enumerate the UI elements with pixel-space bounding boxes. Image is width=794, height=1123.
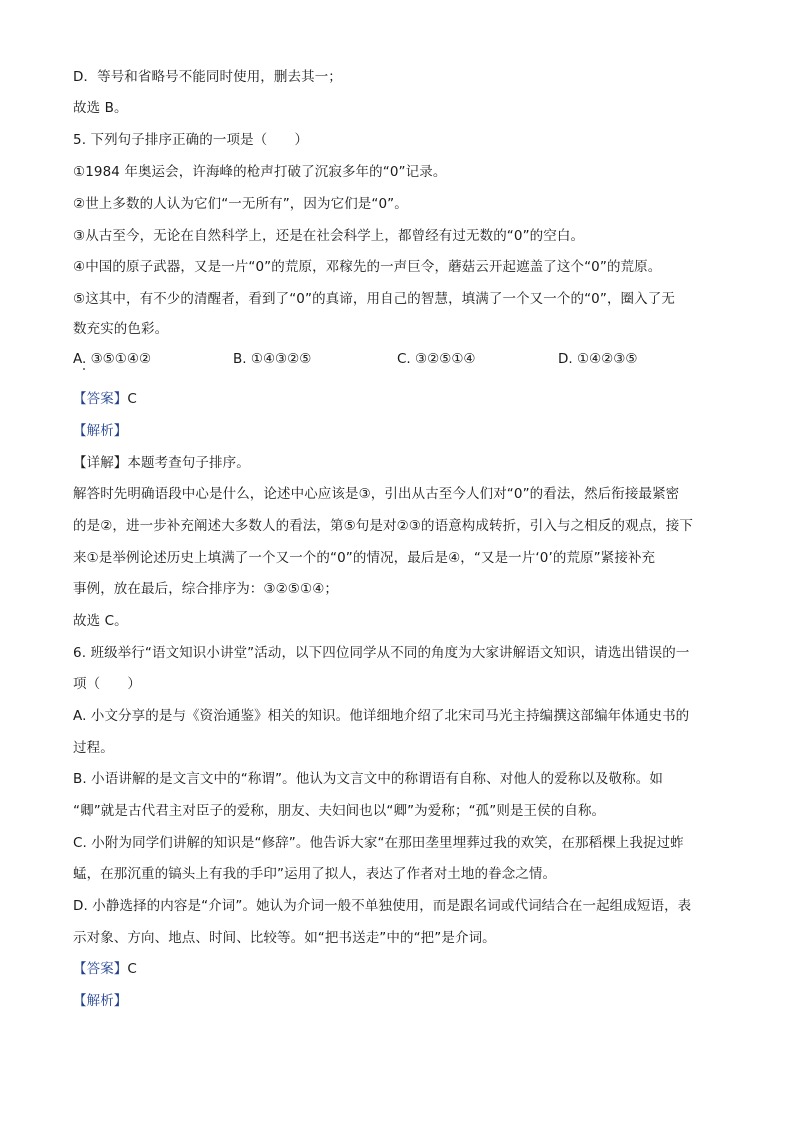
- q5-stem: 5. 下列句子排序正确的一项是（ ）: [73, 132, 309, 148]
- q5-sentence-2: ②世上多数的人认为它们“一无所有”，因为它们是“0”。: [73, 196, 408, 212]
- q6-option-c-2: 蜢，在那沉重的镐头上有我的手印”运用了拟人，表达了作者对土地的眷念之情。: [73, 866, 557, 882]
- q5-conclusion: 故选 C。: [73, 613, 128, 629]
- q5-option-d: D. ①④②③⑤: [558, 351, 638, 367]
- q5-sentence-4: ④中国的原子武器，又是一片“0”的荒原，邓稼先的一声巨令，蘑菇云开起遮盖了这个“0”的荒原。: [73, 259, 662, 275]
- q6-analysis-line: [73, 992, 127, 1010]
- q5-sentence-5: ⑤这其中，有不少的清醒者，看到了“0”的真谛，用自己的智慧，填满了一个又一个的“0”，圈入了无: [73, 291, 675, 307]
- q5-sentence-5-cont: 数充实的色彩。: [73, 321, 169, 337]
- q4-option-d: D．等号和省略号不能同时使用，删去其一；: [73, 69, 342, 85]
- q5-sentence-1: ①1984 年奥运会，许海峰的枪声打破了沉寂多年的“0”记录。: [73, 164, 447, 180]
- q5-option-b: B. ①④③②⑤: [233, 351, 312, 367]
- q4-conclusion: 故选 B。: [73, 100, 128, 116]
- q6-option-c-1: C. 小附为同学们讲解的知识是“修辞”。他告诉大家“在那田垄里埋葬过我的欢笑，在那稻棵上我捉过蚱: [73, 835, 684, 851]
- q6-option-b-2: “卿”就是古代君主对臣子的爱称，朋友、夫妇间也以“卿”为爱称；“孤”则是王侯的自称。: [73, 803, 606, 819]
- scan-dot-mark: [83, 368, 85, 370]
- q6-option-a-1: A. 小文分享的是与《资治通鉴》相关的知识。他详细地介绍了北宋司马光主持编撰这部编年体通史书的: [73, 708, 690, 724]
- q5-detail-line: [73, 454, 250, 472]
- q5-explanation-3: 来①是举例论述历史上填满了一个又一个的“0”的情况，最后是④，“又是一片‘0’的荒原”紧接补充: [73, 550, 656, 566]
- q6-stem-1: 6. 班级举行“语文知识小讲堂”活动，以下四位同学从不同的角度为大家讲解语文知识，请选出错误的一: [73, 645, 690, 661]
- q5-analysis-line: [73, 422, 127, 440]
- q5-detail-tag: 【详解】: [73, 455, 128, 471]
- q5-option-c: C. ③②⑤①④: [397, 351, 476, 367]
- q6-answer-line: [73, 960, 137, 978]
- q5-answer-value: C: [127, 391, 137, 407]
- q5-sentence-3: ③从古至今，无论在自然科学上，还是在社会科学上，都曾经有过无数的“0”的空白。: [73, 228, 585, 244]
- q5-answer-tag: 【答案】: [73, 391, 128, 407]
- q6-stem-2: 项（ ）: [73, 676, 141, 692]
- q5-detail-first: 本题考查句子排序。: [127, 455, 250, 471]
- q6-analysis-tag: 【解析】: [73, 993, 128, 1009]
- q5-answer-line: [73, 390, 137, 408]
- q6-answer-value: C: [127, 961, 137, 977]
- q6-option-b-1: B. 小语讲解的是文言文中的“称谓”。他认为文言文中的称谓语有自称、对他人的爱称以及敬称。如: [73, 771, 663, 787]
- q6-option-d-1: D. 小静选择的内容是“介词”。她认为介词一般不单独使用，而是跟名词或代词结合在一起组成短语，表: [73, 898, 692, 914]
- q5-explanation-2: 的是②，进一步补充阐述大多数人的看法，第⑤句是对②③的语意构成转折，引入与之相反的观点，接下: [73, 518, 694, 534]
- q5-explanation-1: 解答时先明确语段中心是什么，论述中心应该是③，引出从古至今人们对“0”的看法，然后衔接最紧密: [73, 486, 680, 502]
- q6-answer-tag: 【答案】: [73, 961, 128, 977]
- q5-explanation-4: 事例，放在最后，综合排序为：③②⑤①④；: [73, 581, 339, 597]
- q6-option-d-2: 示对象、方向、地点、时间、比较等。如“把书送走”中的“把”是介词。: [73, 930, 496, 946]
- q5-option-a: A. ③⑤①④②: [73, 351, 152, 367]
- q5-analysis-tag: 【解析】: [73, 423, 128, 439]
- q6-option-a-2: 过程。: [73, 740, 114, 756]
